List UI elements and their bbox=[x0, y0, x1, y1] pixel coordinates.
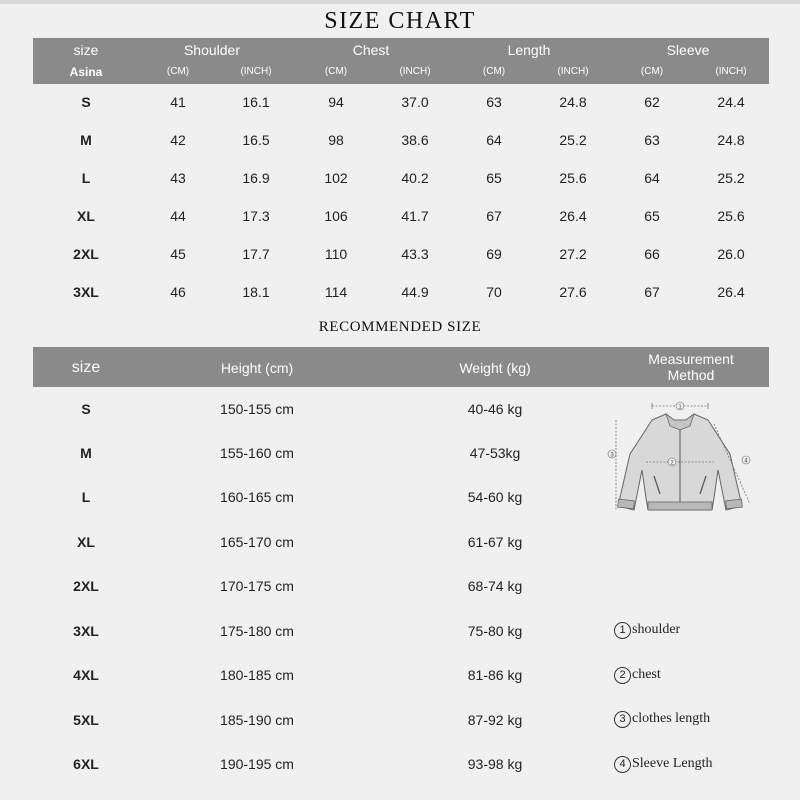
value-cell: 63 bbox=[644, 132, 660, 148]
height-cell: 165-170 cm bbox=[220, 534, 294, 550]
rec-header-height: Height (cm) bbox=[220, 360, 294, 376]
height-cell: 185-190 cm bbox=[220, 712, 294, 728]
value-cell: 16.5 bbox=[242, 132, 270, 148]
value-cell: 24.8 bbox=[559, 94, 587, 110]
value-cell: 25.6 bbox=[717, 208, 745, 224]
value-cell: 41 bbox=[170, 94, 186, 110]
weight-cell: 81-86 kg bbox=[467, 667, 523, 683]
weight-cell: 87-92 kg bbox=[467, 712, 523, 728]
rec-header-method-line2: Method bbox=[667, 367, 715, 383]
rec-header-method-line1: Measurement bbox=[648, 351, 734, 367]
value-cell: 26.4 bbox=[559, 208, 587, 224]
height-cell: 160-165 cm bbox=[220, 489, 294, 505]
header-shoulder: Shoulder bbox=[183, 42, 241, 58]
value-cell: 41.7 bbox=[401, 208, 429, 224]
diagram-label-1: 1 bbox=[678, 404, 682, 411]
value-cell: 67 bbox=[644, 284, 660, 300]
value-cell: 16.9 bbox=[242, 170, 270, 186]
value-cell: 16.1 bbox=[242, 94, 270, 110]
value-cell: 26.4 bbox=[717, 284, 745, 300]
rec-header-weight: Weight (kg) bbox=[459, 360, 531, 376]
value-cell: 25.6 bbox=[559, 170, 587, 186]
value-cell: 24.4 bbox=[717, 94, 745, 110]
legend-label: chest bbox=[632, 667, 661, 682]
unit-inch: (INCH) bbox=[240, 66, 272, 77]
value-cell: 42 bbox=[170, 132, 186, 148]
value-cell: 106 bbox=[324, 208, 348, 224]
recommended-header bbox=[33, 347, 769, 387]
size-chart-header bbox=[33, 38, 769, 84]
size-cell: XL bbox=[77, 534, 95, 550]
weight-cell: 47-53kg bbox=[469, 445, 521, 461]
size-cell: S bbox=[81, 94, 91, 110]
value-cell: 63 bbox=[486, 94, 502, 110]
header-sleeve: Sleeve bbox=[666, 42, 710, 58]
value-cell: 44.9 bbox=[401, 284, 429, 300]
value-cell: 70 bbox=[486, 284, 502, 300]
value-cell: 94 bbox=[328, 94, 344, 110]
value-cell: 27.6 bbox=[559, 284, 587, 300]
value-cell: 43.3 bbox=[401, 246, 429, 262]
value-cell: 64 bbox=[644, 170, 660, 186]
value-cell: 69 bbox=[486, 246, 502, 262]
diagram-label-3: 3 bbox=[610, 452, 614, 459]
weight-cell: 93-98 kg bbox=[467, 756, 523, 772]
unit-cm: (CM) bbox=[640, 66, 664, 77]
value-cell: 17.3 bbox=[242, 208, 270, 224]
size-cell: M bbox=[80, 445, 92, 461]
header-brand: Asina bbox=[69, 65, 103, 79]
legend-label: Sleeve Length bbox=[632, 756, 713, 771]
height-cell: 150-155 cm bbox=[220, 401, 294, 417]
unit-cm: (CM) bbox=[166, 66, 190, 77]
size-cell: L bbox=[81, 489, 91, 505]
value-cell: 24.8 bbox=[717, 132, 745, 148]
size-cell: XL bbox=[77, 208, 95, 224]
value-cell: 25.2 bbox=[717, 170, 745, 186]
size-cell: 3XL bbox=[73, 284, 99, 300]
value-cell: 25.2 bbox=[559, 132, 587, 148]
value-cell: 44 bbox=[170, 208, 186, 224]
legend-item-sleeve-length bbox=[614, 756, 712, 773]
value-cell: 98 bbox=[328, 132, 344, 148]
rec-header-size: size bbox=[71, 359, 101, 376]
height-cell: 170-175 cm bbox=[220, 578, 294, 594]
value-cell: 46 bbox=[170, 284, 186, 300]
height-cell: 175-180 cm bbox=[220, 623, 294, 639]
table-row bbox=[33, 520, 769, 564]
jacket-measurement-diagram bbox=[600, 398, 760, 520]
header-length: Length bbox=[507, 42, 551, 58]
circled-number-icon: 2 bbox=[614, 667, 631, 684]
size-cell: 2XL bbox=[73, 578, 99, 594]
value-cell: 64 bbox=[486, 132, 502, 148]
value-cell: 45 bbox=[170, 246, 186, 262]
value-cell: 17.7 bbox=[242, 246, 270, 262]
size-cell: S bbox=[81, 401, 91, 417]
table-row bbox=[33, 198, 769, 236]
recommended-size-title: RECOMMENDED SIZE bbox=[318, 319, 482, 335]
size-cell: 3XL bbox=[73, 623, 99, 639]
table-row bbox=[33, 84, 769, 122]
size-cell: 2XL bbox=[73, 246, 99, 262]
value-cell: 65 bbox=[486, 170, 502, 186]
size-chart-title: SIZE CHART bbox=[324, 8, 476, 34]
value-cell: 18.1 bbox=[242, 284, 270, 300]
legend-item-chest bbox=[614, 667, 661, 684]
height-cell: 190-195 cm bbox=[220, 756, 294, 772]
top-strip bbox=[0, 0, 800, 4]
value-cell: 38.6 bbox=[401, 132, 429, 148]
value-cell: 62 bbox=[644, 94, 660, 110]
value-cell: 110 bbox=[324, 246, 348, 262]
weight-cell: 68-74 kg bbox=[467, 578, 523, 594]
circled-number-icon: 4 bbox=[614, 756, 631, 773]
legend-label: clothes length bbox=[632, 711, 711, 726]
weight-cell: 75-80 kg bbox=[467, 623, 523, 639]
unit-inch: (INCH) bbox=[399, 66, 431, 77]
value-cell: 26.0 bbox=[717, 246, 745, 262]
value-cell: 67 bbox=[486, 208, 502, 224]
height-cell: 155-160 cm bbox=[220, 445, 294, 461]
table-row bbox=[33, 274, 769, 312]
size-cell: 4XL bbox=[73, 667, 99, 683]
diagram-label-4: 4 bbox=[744, 458, 748, 465]
table-row bbox=[33, 122, 769, 160]
unit-cm: (CM) bbox=[482, 66, 506, 77]
size-cell: M bbox=[80, 132, 92, 148]
legend-item-clothes-length bbox=[614, 711, 710, 728]
value-cell: 114 bbox=[324, 284, 348, 300]
weight-cell: 40-46 kg bbox=[467, 401, 523, 417]
table-row bbox=[33, 236, 769, 274]
size-cell: 5XL bbox=[73, 712, 99, 728]
header-chest: Chest bbox=[352, 42, 390, 58]
legend-label: shoulder bbox=[632, 622, 681, 637]
value-cell: 40.2 bbox=[401, 170, 429, 186]
unit-inch: (INCH) bbox=[557, 66, 589, 77]
size-cell: 6XL bbox=[73, 756, 99, 772]
table-row bbox=[33, 564, 769, 608]
value-cell: 37.0 bbox=[401, 94, 429, 110]
value-cell: 65 bbox=[644, 208, 660, 224]
unit-inch: (INCH) bbox=[715, 66, 747, 77]
height-cell: 180-185 cm bbox=[220, 667, 294, 683]
value-cell: 102 bbox=[324, 170, 348, 186]
circled-number-icon: 1 bbox=[614, 622, 631, 639]
size-cell: L bbox=[81, 170, 91, 186]
table-row bbox=[33, 160, 769, 198]
legend-item-shoulder bbox=[614, 622, 680, 639]
weight-cell: 61-67 kg bbox=[467, 534, 523, 550]
circled-number-icon: 3 bbox=[614, 711, 631, 728]
weight-cell: 54-60 kg bbox=[467, 489, 523, 505]
header-size-label: size bbox=[73, 42, 99, 58]
value-cell: 66 bbox=[644, 246, 660, 262]
value-cell: 27.2 bbox=[559, 246, 587, 262]
unit-cm: (CM) bbox=[324, 66, 348, 77]
diagram-label-2: 2 bbox=[670, 460, 674, 467]
value-cell: 43 bbox=[170, 170, 186, 186]
